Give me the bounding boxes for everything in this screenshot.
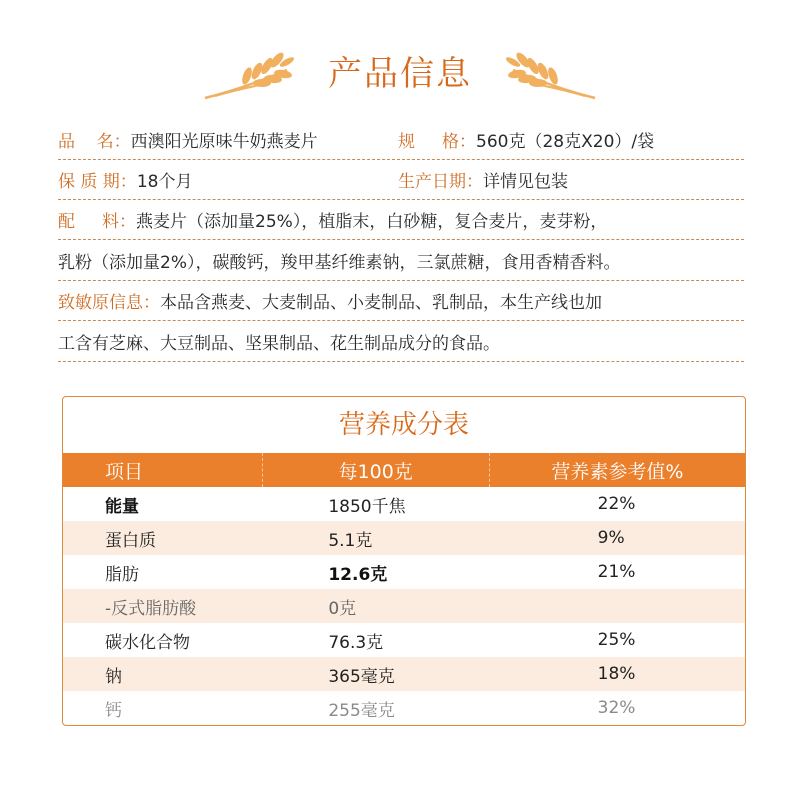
nutrient-amount: 365毫克 [328,666,395,687]
date-value: 详情见包装 [483,172,568,192]
nutrient-name: 钠 [105,666,122,687]
ingredients-label: 配 料： [58,212,137,232]
nutrition-header-row [63,453,745,487]
wheat-icon [505,40,605,104]
date-label: 生产日期： [398,172,483,192]
nutrient-amount: 1850千焦 [328,496,406,517]
allergen-line-2 [58,321,744,361]
nutrient-amount: 5.1克 [328,530,373,551]
table-row [63,623,745,657]
nutrient-nrv: 25% [597,630,636,650]
nutrient-amount: 255毫克 [328,700,395,721]
ingredients-line-2 [58,240,744,280]
ingredients-text-2: 乳粉（添加量2%），碳酸钙，羧甲基纤维素钠，三氯蔗糖，食用香精香料。 [58,252,621,273]
nutrient-name: 蛋白质 [105,530,156,551]
nutrient-nrv: 9% [597,528,625,548]
allergen-text-1: 本品含燕麦、大麦制品、小麦制品、乳制品，本生产线也加 [160,293,602,313]
header-nrv: 营养素参考值% [551,460,684,483]
spec-value: 560克（28克X20）/袋 [476,132,655,152]
nutrient-name: -反式脂肪酸 [105,598,197,619]
table-row [63,521,745,555]
table-row [63,691,745,725]
product-info [58,120,744,362]
name-label: 品 名： [58,132,131,152]
shelf-label: 保 质 期： [58,172,137,192]
nutrition-table [62,396,746,726]
page-header [0,18,800,108]
page-title: 产品信息 [328,54,472,94]
ingredients-text-1: 燕麦片（添加量25%），植脂末，白砂糖，复合麦片，麦芽粉， [136,212,608,232]
nutrient-nrv: 32% [597,698,636,718]
info-row-ingredients [58,200,744,281]
nutrient-amount: 12.6克 [328,564,388,585]
shelf-value: 18个月 [136,172,193,192]
nutrient-name: 钙 [105,700,122,721]
allergen-label: 致敏原信息： [58,293,160,313]
product-name [58,127,398,152]
table-row [63,487,745,521]
nutrient-amount: 0克 [328,598,357,619]
info-row-allergen [58,281,744,362]
nutrient-name: 能量 [105,496,139,517]
production-date [398,167,744,192]
allergen-text-2: 工含有芝麻、大豆制品、坚果制品、花生制品成分的食品。 [58,333,500,354]
nutrient-nrv: 18% [597,664,636,684]
nutrient-amount: 76.3克 [328,632,384,653]
header-per-100g: 每100克 [263,453,490,487]
product-spec [398,127,744,152]
nutrition-title: 营养成分表 [338,410,469,440]
info-row-name-spec [58,120,744,160]
header-item: 项目 [63,453,263,487]
spec-label: 规 格： [398,132,477,152]
name-value: 西澳阳光原味牛奶燕麦片 [130,132,318,152]
nutrient-name: 碳水化合物 [105,632,190,653]
table-row [63,555,745,589]
nutrient-nrv: 22% [597,494,636,514]
info-row-shelf-date [58,160,744,200]
shelf-life [58,167,398,192]
table-row [63,657,745,691]
table-row [63,589,745,623]
nutrient-nrv: 21% [597,562,636,582]
ingredients-line-1 [58,200,744,240]
nutrient-name: 脂肪 [105,564,139,585]
allergen-line-1 [58,281,744,321]
